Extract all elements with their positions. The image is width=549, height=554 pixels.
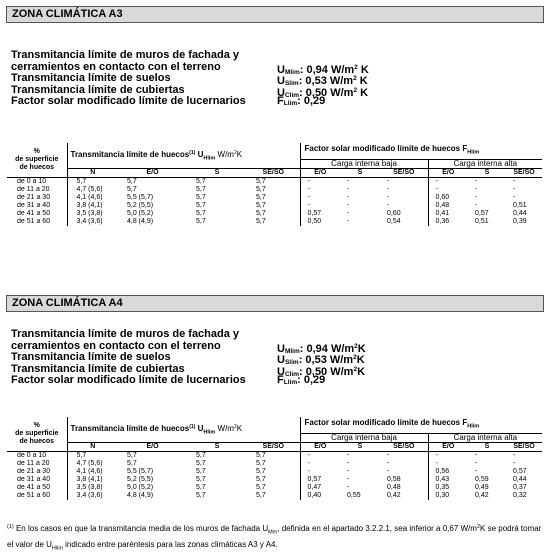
table-cell: 5,7 (187, 452, 247, 461)
table-cell: - (387, 194, 390, 201)
table-cell: 5,7 (256, 202, 266, 209)
limit-value: $F_{Llim}$: 0,29 (277, 374, 326, 386)
table-cell: 5,7 (247, 452, 300, 461)
table-cell: 5,7 (196, 468, 206, 475)
table-cell: 0,42 (387, 492, 401, 499)
row-range-cell: de 41 a 50 (17, 210, 51, 217)
limits-a4 (11, 329, 411, 387)
limit-value: $U_{Mlim}$: 0,94 $W/m^2$ K (277, 63, 369, 76)
row-range-cell: de 31 a 40 (17, 202, 51, 209)
table-cell: 4,1 (4,6) (67, 194, 118, 202)
table-cell: 0,55 (347, 492, 361, 499)
table-row (7, 468, 542, 476)
row-range-cell: de 41 a 50 (17, 484, 51, 491)
table-cell: 3,4 (3,6) (67, 492, 118, 500)
table-cell: - (347, 484, 350, 491)
limit-label: Factor solar modificado límite de lucernarios (11, 374, 246, 386)
u-header: Transmitancia límite de huecos$^{(1)}$ $U_{Hlim}$ $W/m^2K$ (67, 143, 300, 169)
table-cell: 0,57 (300, 210, 340, 218)
table-cell: - (428, 186, 468, 194)
carga-baja: Carga interna baja (300, 160, 428, 169)
table-cell: - (347, 468, 350, 475)
table-cell: 4,7 (5,6) (67, 186, 118, 194)
table-cell: 0,60 (387, 210, 401, 217)
table-cell: 5,7 (256, 460, 266, 467)
table-cell: 3,5 (3,8) (67, 484, 118, 492)
footnote: $^{(1)}$ En los casos en que la transmitancia media de los muros de fachada $U_{Mm}$, definida en el apartado 3.2.2.1, sea inferior a 0,67 $W/m^2K$ se podrá tomar el valor de $U_{Hlim}$ indicado entre paréntesis para las zonas climáticas A3 y A4. (7, 524, 542, 552)
table-body-a4 (7, 452, 542, 501)
table-cell: 0,36 (428, 218, 468, 226)
zone-title-a4: ZONA CLIMÁTICA A4 (6, 295, 544, 312)
table-cell: - (380, 178, 428, 187)
limit-value: $U_{Clim}$: 0,50 $W/m^2$ K (277, 86, 369, 99)
table-cell: 4,8 (4,9) (127, 218, 154, 225)
table-cell: 3,5 (3,8) (67, 210, 118, 218)
table-cell: 5,5 (5,7) (127, 468, 154, 475)
col-header: SE/SO (380, 443, 428, 452)
table-row (7, 194, 542, 202)
table-cell: 5,7 (196, 476, 206, 483)
table-cell: 0,48 (428, 202, 468, 210)
row-range-cell: de 51 a 60 (17, 218, 51, 225)
col-header: E/O (118, 169, 187, 178)
table-cell: 5,5 (5,7) (127, 194, 154, 201)
col-header: SE/SO (506, 169, 542, 178)
limit-value: $F_{Llim}$: 0,29 (277, 95, 326, 107)
table-cell: 0,59 (475, 476, 489, 483)
table-cell: - (300, 202, 340, 210)
table-cell: - (347, 218, 350, 225)
table-cell: - (347, 202, 350, 209)
col-header: SE/SO (380, 169, 428, 178)
limit-value: $U_{Slim}$: 0,53 $W/m^2$ K (277, 75, 368, 87)
f-header: Factor solar modificado límite de huecos $F_{Hlim}$ (300, 417, 542, 434)
table-a3 (7, 143, 542, 226)
limit-value: $U_{Mlim}$: 0,94 $W/m^2K$ (277, 342, 366, 355)
table-cell: 5,2 (5,5) (127, 476, 154, 483)
table-cell: 0,42 (475, 492, 489, 499)
table-cell: 0,35 (428, 484, 468, 492)
limit-value: $U_{Slim}$: 0,53 $W/m^2K$ (277, 354, 365, 366)
carga-alta: Carga interna alta (428, 160, 542, 169)
table-cell: 0,40 (300, 492, 340, 500)
col-header: SE/SO (247, 443, 300, 452)
limit-label: Factor solar modificado límite de lucernarios (11, 95, 246, 107)
table-cell: 0,49 (475, 484, 489, 491)
table-cell: 0,37 (513, 484, 527, 491)
zone-title-a3: ZONA CLIMÁTICA A3 (6, 6, 544, 23)
col-header: S (468, 443, 506, 452)
table-row (7, 218, 542, 226)
limit-label: Transmitancia límite de cubiertas (11, 83, 185, 96)
row-range-cell: de 0 a 10 (7, 452, 67, 461)
table-cell: 3,8 (4,1) (67, 202, 118, 210)
table-cell: 5,7 (196, 202, 206, 209)
table-cell: 5,7 (127, 460, 137, 467)
pct-header: % de superficie de huecos (15, 148, 59, 171)
col-header: S (340, 169, 380, 178)
table-cell: 0,39 (513, 218, 527, 225)
limit-label: cerramientos en contacto con el terreno (11, 60, 221, 73)
table-cell: 5,7 (247, 178, 300, 187)
table-cell: - (347, 186, 350, 193)
table-cell: - (428, 178, 468, 187)
col-header: S (187, 443, 247, 452)
table-cell: - (300, 178, 340, 187)
table-row (7, 178, 542, 187)
table-cell: - (340, 178, 380, 187)
table-cell: - (475, 186, 478, 193)
table-cell: - (347, 476, 350, 483)
table-cell: - (387, 186, 390, 193)
table-cell: 0,51 (475, 218, 489, 225)
row-range-cell: de 21 a 30 (17, 194, 51, 201)
table-cell: 0,57 (300, 476, 340, 484)
col-header: S (340, 443, 380, 452)
table-cell: 5,7 (196, 460, 206, 467)
table-cell: - (340, 452, 380, 461)
table-cell: - (387, 202, 390, 209)
col-header: E/O (428, 169, 468, 178)
limit-row (11, 375, 411, 387)
table-cell: 0,30 (428, 492, 468, 500)
table-cell: - (468, 452, 506, 461)
table-cell: - (506, 178, 542, 187)
table-cell: 5,7 (67, 178, 118, 187)
limit-label: Transmitancia límite de muros de fachada y (11, 49, 240, 61)
u-header: Transmitancia límite de huecos$^{(1)}$ $U_{Hlim}$ $W/m^2K$ (67, 417, 300, 443)
table-cell: - (387, 468, 390, 475)
carga-alta: Carga interna alta (428, 434, 542, 443)
limit-label: Transmitancia límite de cubiertas (11, 362, 185, 375)
row-range-cell: de 21 a 30 (17, 468, 51, 475)
col-header: E/O (300, 443, 340, 452)
table-cell: 4,7 (5,6) (67, 460, 118, 468)
table-cell: 5,7 (256, 484, 266, 491)
table-row (7, 484, 542, 492)
table-cell: 5,7 (196, 194, 206, 201)
table-cell: 0,56 (428, 468, 468, 476)
col-header: E/O (428, 443, 468, 452)
table-cell: 0,57 (475, 210, 489, 217)
table-cell: 0,60 (428, 194, 468, 202)
table-cell: 0,47 (300, 484, 340, 492)
table-cell: 5,7 (118, 178, 187, 187)
limit-label: Transmitancia límite de muros de fachada y (11, 328, 240, 340)
table-cell: 0,48 (387, 484, 401, 491)
limit-label: cerramientos en contacto con el terreno (11, 339, 221, 352)
table-cell: - (513, 460, 516, 467)
table-cell: - (300, 460, 340, 468)
table-cell: 5,7 (127, 186, 137, 193)
table-cell: 5,7 (196, 186, 206, 193)
carga-baja: Carga interna baja (300, 434, 428, 443)
table-cell: - (475, 194, 478, 201)
table-cell: 0,44 (513, 476, 527, 483)
col-header: E/O (300, 169, 340, 178)
table-cell: 3,4 (3,6) (67, 218, 118, 226)
table-cell: - (428, 460, 468, 468)
table-cell: 5,7 (256, 186, 266, 193)
table-cell: - (475, 468, 478, 475)
col-header: E/O (118, 443, 187, 452)
table-cell: 5,7 (256, 218, 266, 225)
table-body-a3 (7, 178, 542, 227)
limit-label: Transmitancia límite de suelos (11, 72, 171, 84)
table-cell: 0,43 (428, 476, 468, 484)
table-cell: 0,51 (513, 202, 527, 209)
table-row (7, 492, 542, 500)
table-a4 (7, 417, 542, 500)
table-row (7, 202, 542, 210)
table-cell: 5,2 (5,5) (127, 202, 154, 209)
table-cell: 5,7 (256, 210, 266, 217)
table-cell: - (300, 186, 340, 194)
table-row (7, 186, 542, 194)
table-cell: 0,50 (300, 218, 340, 226)
table-cell: - (475, 460, 478, 467)
table-cell: - (475, 202, 478, 209)
table-cell: - (347, 194, 350, 201)
col-header: S (468, 169, 506, 178)
col-header: SE/SO (247, 169, 300, 178)
f-header: Factor solar modificado límite de huecos $F_{Hlim}$ (300, 143, 542, 160)
table-cell: 0,58 (387, 476, 401, 483)
pct-header: % de superficie de huecos (15, 422, 59, 445)
table-cell: 5,7 (256, 476, 266, 483)
row-range-cell: de 0 a 10 (7, 178, 67, 187)
table-cell: - (380, 452, 428, 461)
col-header: N (67, 443, 118, 452)
table-cell: 0,57 (513, 468, 527, 475)
table-cell: 5,7 (196, 218, 206, 225)
row-range-cell: de 11 a 20 (17, 186, 50, 193)
row-range-cell: de 51 a 60 (17, 492, 51, 499)
table-cell: 4,1 (4,6) (67, 468, 118, 476)
col-header: S (187, 169, 247, 178)
table-row (7, 460, 542, 468)
table-cell: - (428, 452, 468, 461)
table-cell: 5,7 (67, 452, 118, 461)
table-cell: 4,8 (4,9) (127, 492, 154, 499)
table-cell: - (347, 210, 350, 217)
table-cell: - (347, 460, 350, 467)
table-cell: 5,7 (256, 194, 266, 201)
col-header: SE/SO (506, 443, 542, 452)
table-cell: 5,0 (5,2) (127, 210, 154, 217)
table-cell: 5,7 (196, 210, 206, 217)
table-row (7, 210, 542, 218)
table-cell: 5,7 (196, 492, 206, 499)
table-cell: 5,0 (5,2) (127, 484, 154, 491)
row-range-cell: de 11 a 20 (17, 460, 50, 467)
table-cell: 5,7 (256, 468, 266, 475)
table-cell: 0,44 (513, 210, 527, 217)
table-cell: - (300, 194, 340, 202)
table-cell: 3,8 (4,1) (67, 476, 118, 484)
table-cell: - (513, 186, 516, 193)
table-cell: - (468, 178, 506, 187)
table-cell: 5,7 (118, 452, 187, 461)
limits-a3 (11, 50, 411, 108)
table-row (7, 476, 542, 484)
table-cell: 0,41 (428, 210, 468, 218)
table-cell: - (387, 460, 390, 467)
table-cell: - (506, 452, 542, 461)
table-cell: 5,7 (256, 492, 266, 499)
table-cell: - (300, 468, 340, 476)
table-cell: 0,32 (513, 492, 527, 499)
limit-row (11, 96, 411, 108)
limit-label: Transmitancia límite de suelos (11, 351, 171, 363)
col-header: N (67, 169, 118, 178)
table-row (7, 452, 542, 461)
table-cell: 5,7 (187, 178, 247, 187)
table-cell: 5,7 (196, 484, 206, 491)
table-cell: 0,54 (387, 218, 401, 225)
limit-value: $U_{Clim}$: 0,50 $W/m^2K$ (277, 365, 366, 378)
table-cell: - (300, 452, 340, 461)
table-cell: - (513, 194, 516, 201)
row-range-cell: de 31 a 40 (17, 476, 51, 483)
